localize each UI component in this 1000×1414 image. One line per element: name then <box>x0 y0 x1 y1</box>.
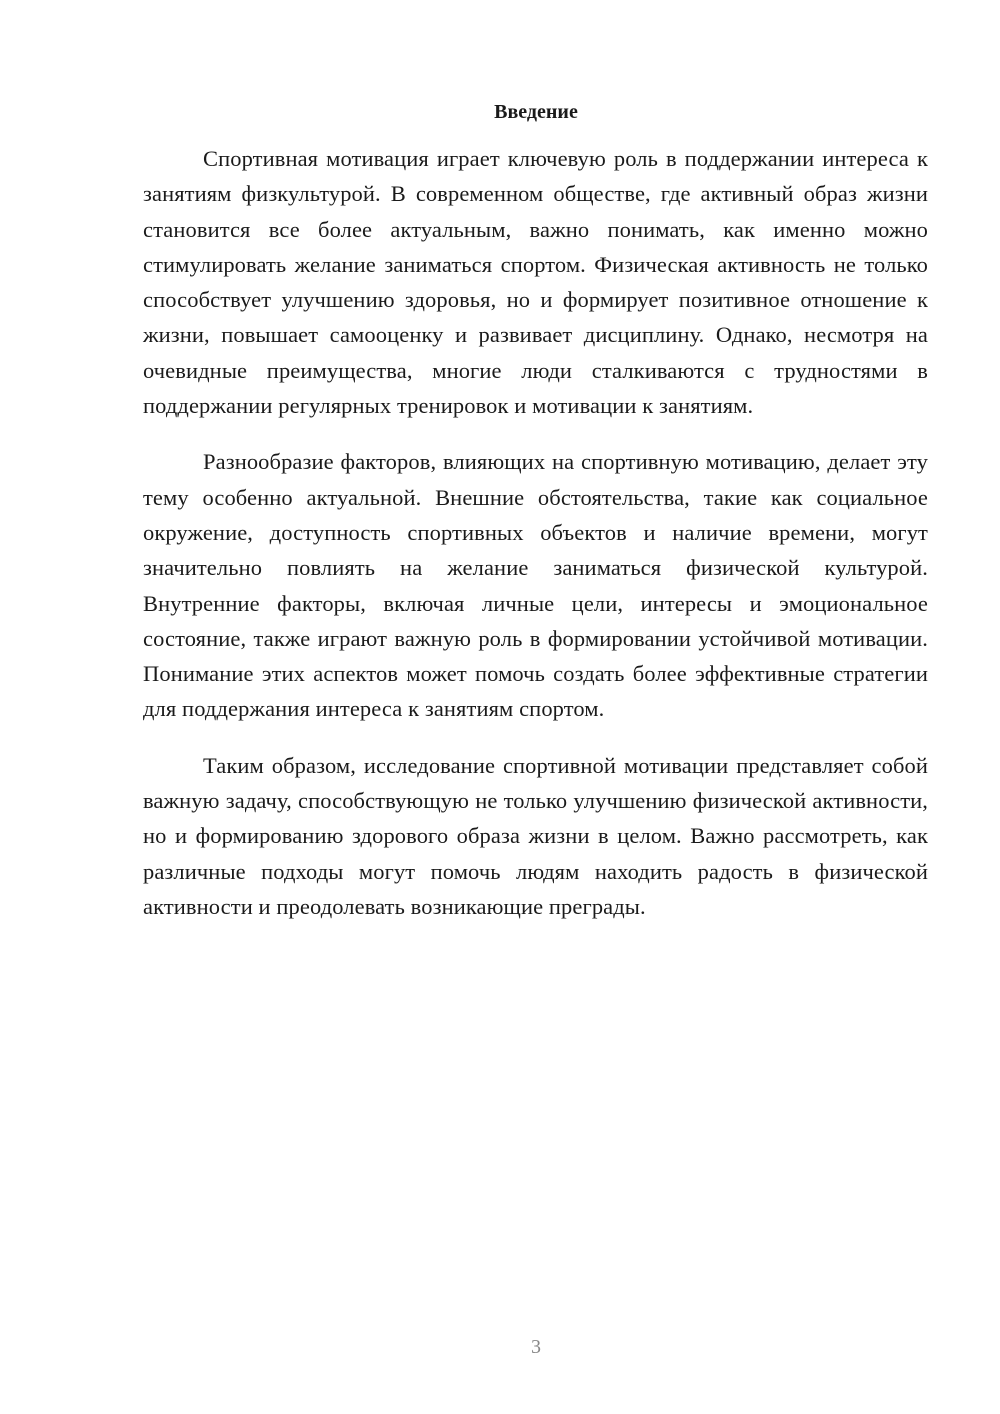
section-heading: Введение <box>494 101 578 123</box>
document-body <box>143 141 928 945</box>
paragraph-1: Спортивная мотивация играет ключевую роль в поддержании интереса к занятиям физкультурой. В современном обществе, где активный образ жизни становится все более актуальным, важно понимать, как именно можно стимулировать желание заниматься спортом. Физическая активность не только способствует улучшению здоровья, но и формирует позитивное отношение к жизни, повышает самооценку и развивает дисциплину. Однако, несмотря на очевидные преимущества, многие люди сталкиваются с трудностями в поддержании регулярных тренировок и мотивации к занятиям. <box>143 146 928 419</box>
page-number: 3 <box>531 1336 541 1358</box>
paragraph-2: Разнообразие факторов, влияющих на спортивную мотивацию, делает эту тему особенно актуальной. Внешние обстоятельства, такие как социальное окружение, доступность спортивных объектов и наличие времени, могут значительно повлиять на желание заниматься физической культурой. Внутренние факторы, включая личные цели, интересы и эмоциональное состояние, также играют важную роль в формировании устойчивой мотивации. Понимание этих аспектов может помочь создать более эффективные стратегии для поддержания интереса к занятиям спортом. <box>143 449 928 722</box>
paragraph-3: Таким образом, исследование спортивной мотивации представляет собой важную задачу, способствующую не только улучшению физической активности, но и формированию здорового образа жизни в целом. Важно рассмотреть, как различные подходы могут помочь людям находить радость в физической активности и преодолевать возникающие преграды. <box>143 752 928 919</box>
